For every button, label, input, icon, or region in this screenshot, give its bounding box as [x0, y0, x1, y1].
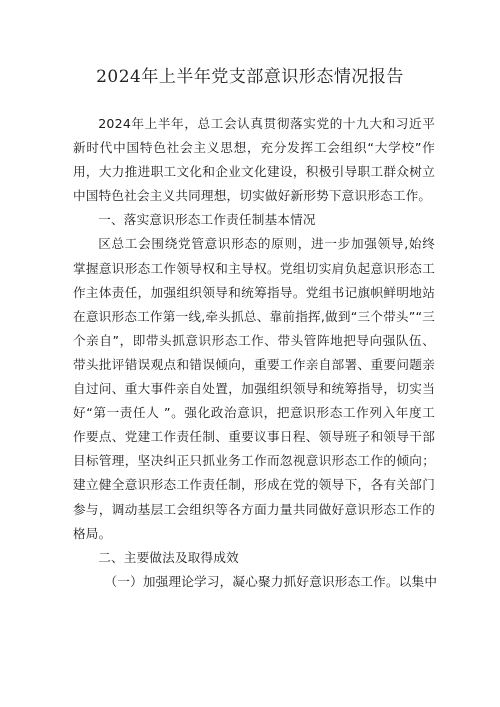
section-2-subheading: （一）加强理论学习，凝心聚力抓好意识形态工作。以集中: [104, 573, 438, 589]
section-1-paragraph: 区总工会围绕党管意识形态的原则，进一步加强领导,始终掌握意识形态工作领导权和主导权。党组切实肩负起意识形态工作主体责任，加强组织领导和统筹指导。党组书记旗帜鲜明地站在意识形态工作第一线,牵头抓总、靠前指挥,做到“三个带头”“三个亲自”，即带头抓意识形态工作、带头管阵地把导向强队伍、带头批评错误观点和错误倾向，重要工作亲自部署、重要问题亲自过问、重大事件亲自处置，加强组织领导和统筹指导，切实当好“第一责任人 ”。强化政治意识，把意识形态工作列入年度工作要点、党建工作责任制、重要议事日程、领导班子和领导干部目标管理，坚决纠正只抓业务工作而忽视意识形态工作的倾向；建立健全意识形态工作责任制，形成在党的领导下，各有关部门参与，调动基层工会组织等各方面力量共同做好意识形态工作的格局。: [73, 236, 435, 541]
document-body: [73, 112, 438, 594]
document-title: 2024年上半年党支部意识形态情况报告: [96, 67, 404, 87]
section-2-heading: 二、主要做法及取得成效: [98, 549, 239, 565]
section-1-heading: 一、落实意识形态工作责任制基本情况: [98, 212, 316, 228]
intro-paragraph: 2024年上半年，总工会认真贯彻落实党的十九大和习近平新时代中国特色社会主义思想，充分发挥工会组织“大学校”作用，大力推进职工文化和企业文化建设，积极引导职工群众树立中国特色社会主义共同理想，切实做好新形势下意识形态工作。: [73, 116, 435, 204]
